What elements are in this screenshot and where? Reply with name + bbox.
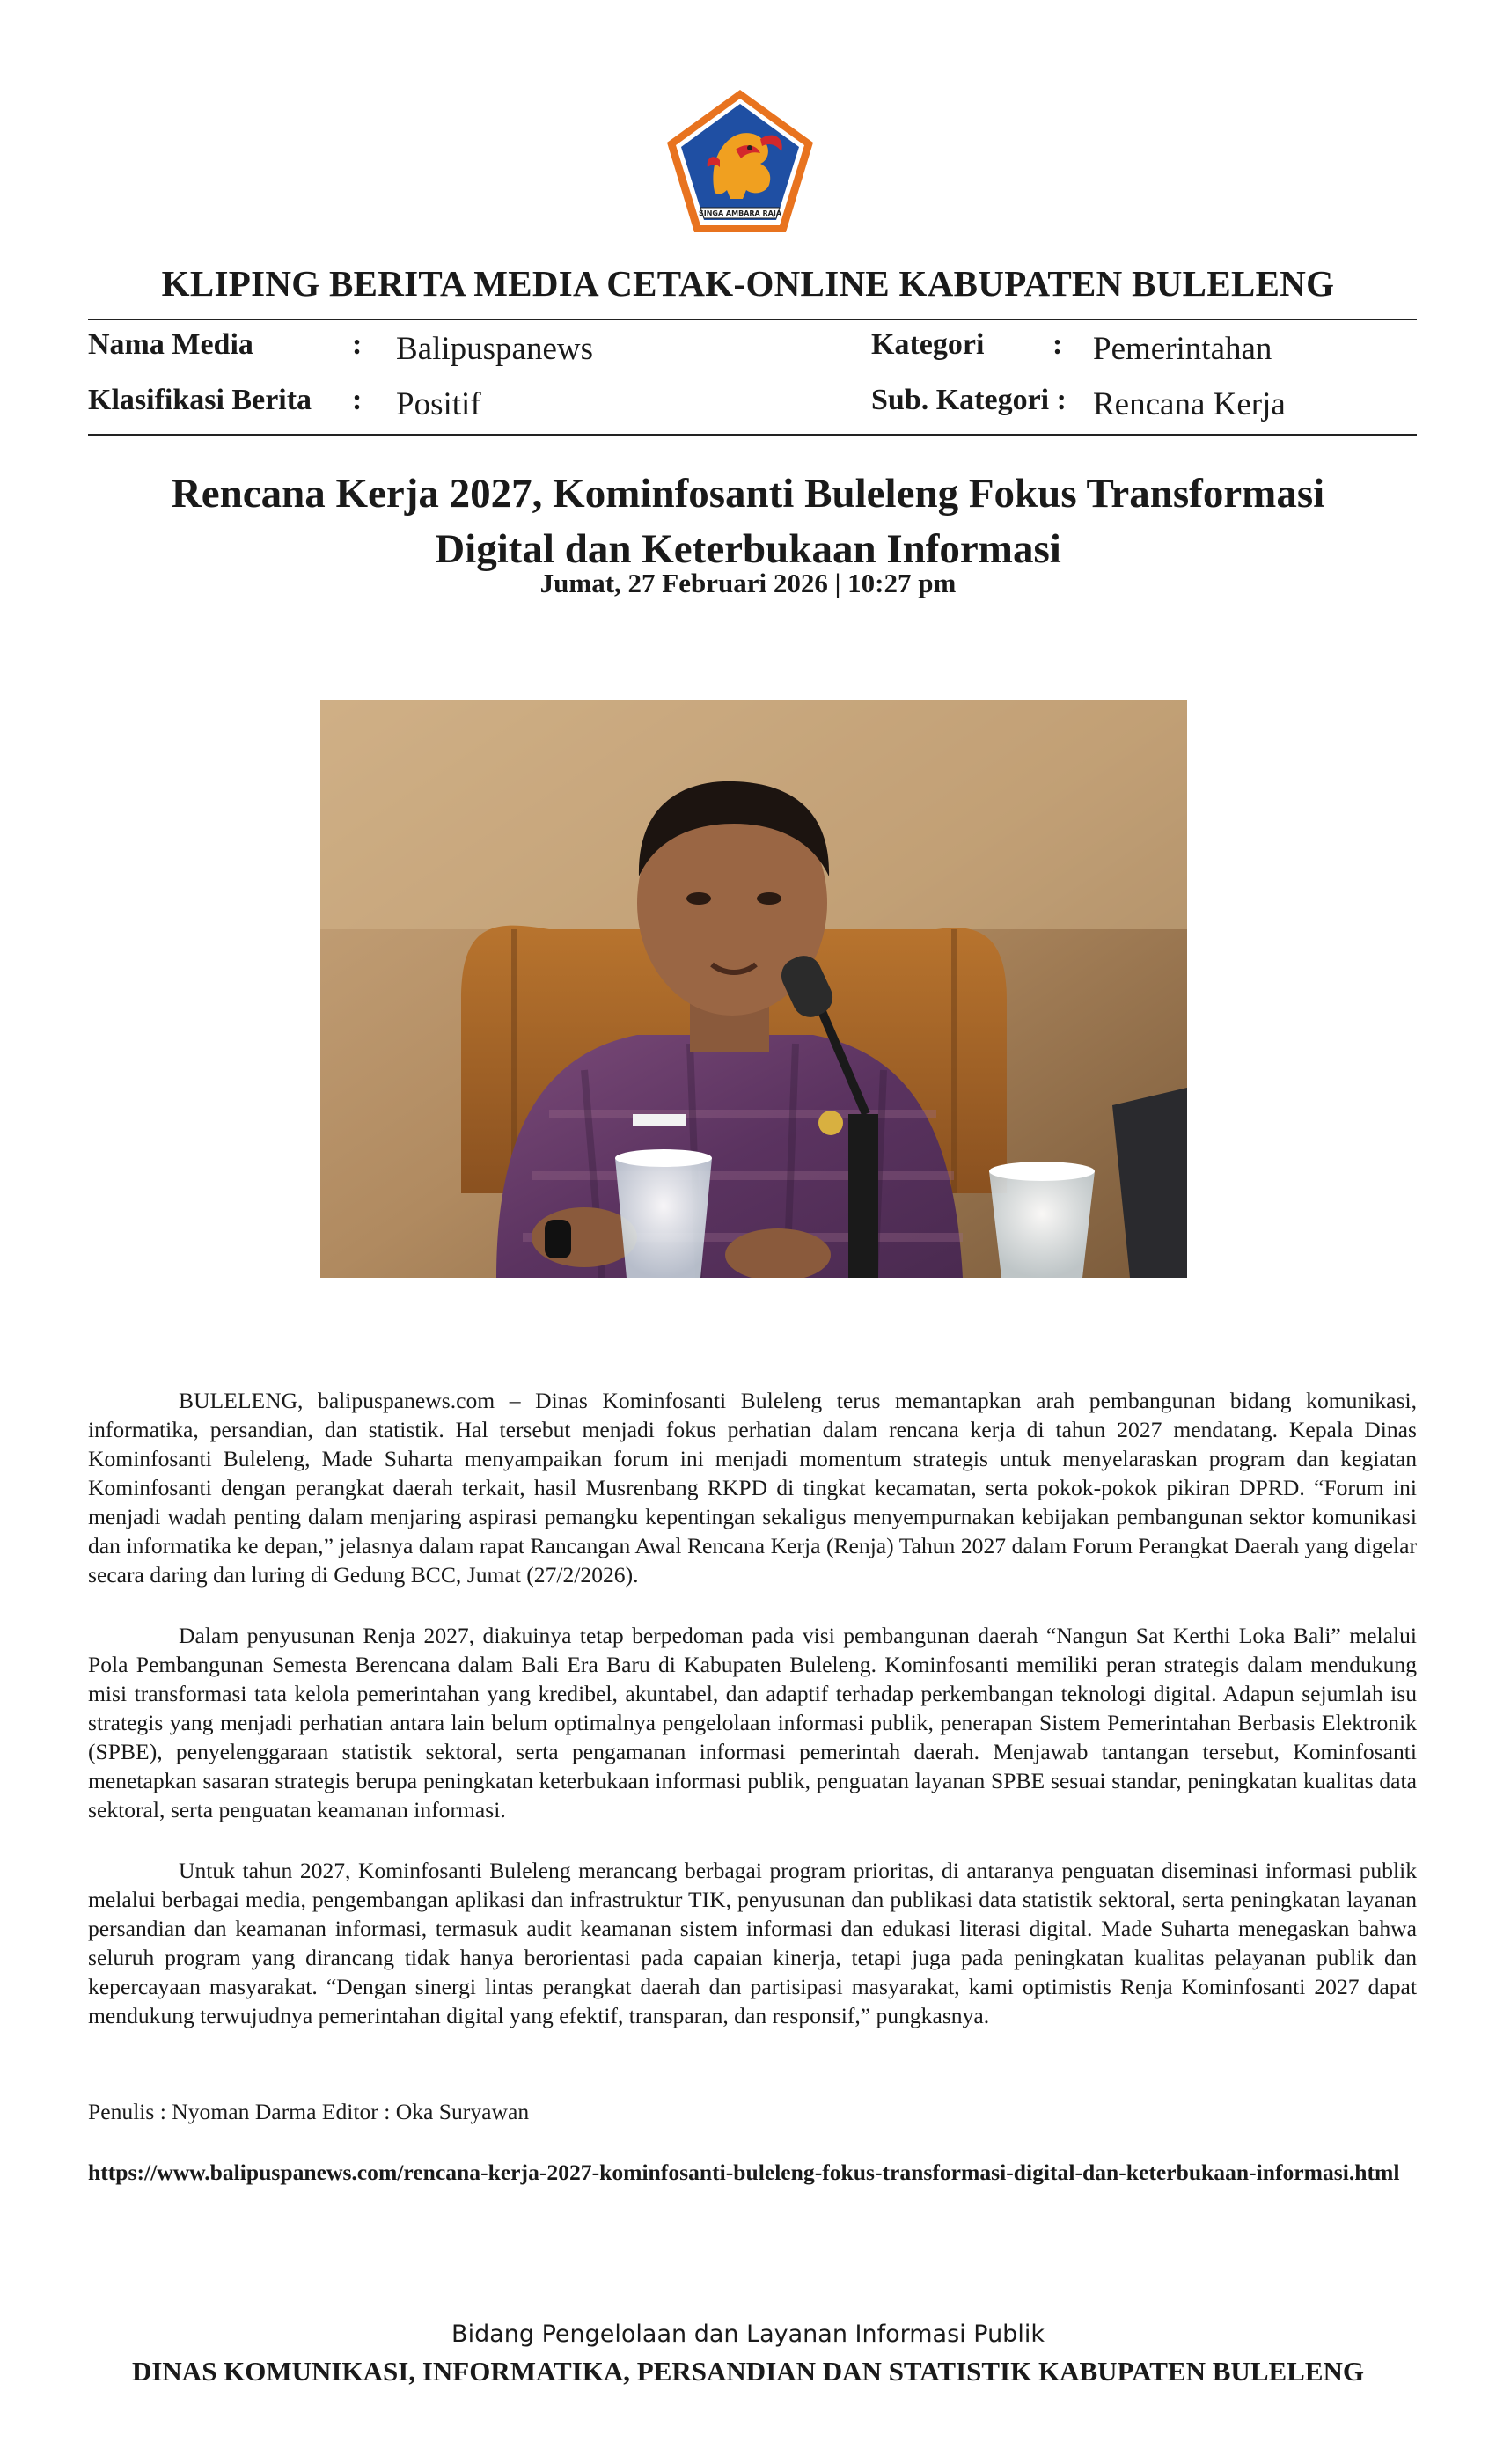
article-date: Jumat, 27 Februari 2026 | 10:27 pm (539, 568, 957, 598)
article-paragraph: BULELENG, balipuspanews.com – Dinas Kominfosanti Buleleng terus memantapkan arah pembangunan bidang komunikasi, informatika, persandian, dan statistik. Hal tersebut menjadi fokus perhatian dalam rencana kerja di tahun 2027 mendatang. Kepala Dinas Kominfosanti Buleleng, Made Suharta menyampaikan forum ini menjadi momentum strategis untuk menyelaraskan program dan kegiatan Kominfosanti dengan perangkat daerah terkait, hasil Musrenbang RKPD di tingkat kecamatan, serta pokok-pokok pikiran DPRD. “Forum ini menjadi wadah penting dalam menjaring aspirasi pemangku kepentingan sekaligus menyempurnakan kebijakan pembangunan sektor komunikasi dan informatika ke depan,” jelasnya dalam rapat Rancangan Awal Rencana Kerja (Renja) Tahun 2027 dalam Forum Perangkat Daerah yang digelar secara daring dan luring di Gedung BCC, Jumat (27/2/2026). (88, 1388, 1417, 1588)
kategori-colon: : (1052, 328, 1063, 361)
sub-kategori-value: Rencana Kerja (1093, 386, 1286, 422)
klasifikasi-colon: : (352, 384, 363, 416)
kategori-value: Pemerintahan (1093, 331, 1272, 367)
sub-kategori-label: Sub. Kategori : (871, 384, 1067, 416)
source-link[interactable]: https://www.balipuspanews.com/rencana-kerja-2027-kominfosanti-buleleng-fokus-transformasi-digital-dan-keterbukaan-informasi.html (88, 2160, 1400, 2185)
article-paragraph: Dalam penyusunan Renja 2027, diakuinya tetap berpedoman pada visi pembangunan daerah “Nangun Sat Kerthi Loka Bali” melalui Pola Pembangunan Semesta Berencana dalam Bali Era Baru di Kabupaten Buleleng. Kominfosanti memiliki peran strategis dalam mendukung misi transformasi tata kelola pemerintahan yang kredibel, akuntabel, dan adaptif terhadap perkembangan teknologi digital. Adapun sejumlah isu strategis yang menjadi perhatian antara lain belum optimalnya pengelolaan informasi publik, penerapan Sistem Pemerintahan Berbasis Elektronik (SPBE), penyelenggaraan statistik sektoral, serta pengamanan informasi pemerintah daerah. Menjawab tantangan tersebut, Kominfosanti menetapkan sasaran strategis berupa peningkatan keterbukaan informasi publik, penguatan layanan SPBE sesuai standar, peningkatan kualitas data sektoral, serta penguatan keamanan informasi. (88, 1623, 1417, 1822)
page-header-title: KLIPING BERITA MEDIA CETAK-ONLINE KABUPATEN BULELENG (161, 263, 1335, 304)
klasifikasi-label: Klasifikasi Berita (88, 384, 312, 416)
logo-motto-text: SINGA AMBARA RAJA (698, 209, 782, 217)
article-credits: Penulis : Nyoman Darma Editor : Oka Suryawan (88, 2099, 530, 2124)
header-bottom-rule (88, 434, 1417, 436)
article-body (88, 1386, 1417, 2062)
klasifikasi-value: Positif (396, 386, 481, 422)
kabupaten-buleleng-logo (662, 86, 818, 236)
footer-division: Bidang Pengelolaan dan Layanan Informasi Publik (451, 2321, 1045, 2348)
kategori-label: Kategori (871, 328, 985, 361)
nama-media-value: Balipuspanews (396, 331, 594, 367)
nama-media-label: Nama Media (88, 328, 253, 361)
article-headline: Rencana Kerja 2027, Kominfosanti Buleleng Fokus Transformasi Digital dan Keterbukaan Informasi (171, 471, 1325, 572)
article-paragraph: Untuk tahun 2027, Kominfosanti Buleleng merancang berbagai program prioritas, di antaranya penguatan diseminasi informasi publik melalui berbagai media, pengembangan aplikasi dan infrastruktur TIK, penyusunan dan publikasi data statistik sektoral, serta peningkatan layanan persandian dan keamanan informasi, termasuk audit keamanan sistem informasi dan edukasi literasi digital. Made Suharta menegaskan bahwa seluruh program yang dirancang tidak hanya berorientasi pada capaian kinerja, tetapi juga pada peningkatan kualitas pelayanan publik dan kepercayaan masyarakat. “Dengan sinergi lintas perangkat daerah dan partisipasi masyarakat, kami optimistis Renja Kominfosanti 2027 dapat mendukung terwujudnya pemerintahan digital yang efektif, transparan, dan responsif,” pungkasnya. (88, 1858, 1417, 2028)
nama-media-colon: : (352, 328, 363, 361)
footer-agency: DINAS KOMUNIKASI, INFORMATIKA, PERSANDIAN DAN STATISTIK KABUPATEN BULELENG (131, 2356, 1365, 2387)
header-top-rule (88, 319, 1417, 320)
article-photo (320, 700, 1187, 1278)
